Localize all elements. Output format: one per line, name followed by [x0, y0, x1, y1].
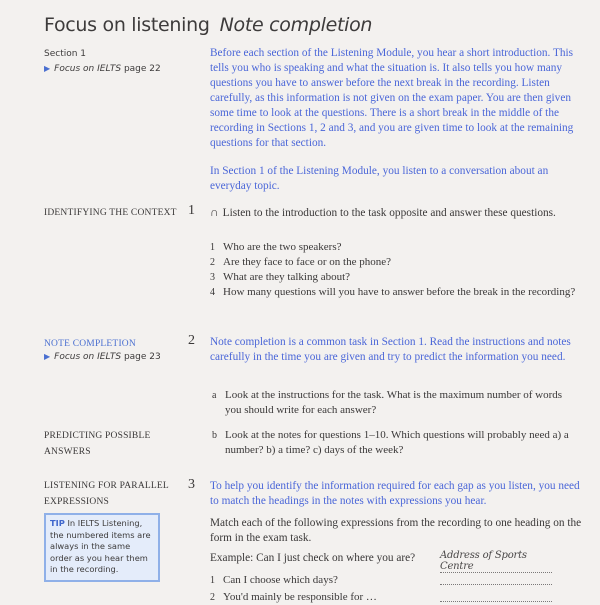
triangle-arrow-icon: ▶: [44, 352, 51, 361]
list-item: 4 How many questions will you have to answer before the break in the recording?: [210, 286, 576, 298]
example-answer: Address of Sports Centre: [440, 550, 552, 573]
intro-paragraph-1: Before each section of the Listening Module, you hear a short introduction. This tells you who is speaking and what the situation is. It also tells you how many questions you have to answer before the next break in the recording. Listen carefully, as this information is not given on the exam paper. You are then given some time to look at the questions. There is a short break in the middle of the recording in Sections 1, 2 and 3, and you are given time to look at the remaining questions for that section.: [210, 47, 574, 149]
task-number-2: 2: [188, 333, 195, 348]
label-identifying-context: IDENTIFYING THE CONTEXT: [44, 208, 177, 218]
focus-link-23[interactable]: ▶ Focus on IELTS page 23: [44, 352, 161, 362]
triangle-arrow-icon: ▶: [44, 64, 51, 73]
list-item: 1 Can I choose which days?: [210, 574, 338, 586]
title-subtitle: Note completion: [219, 14, 373, 36]
answer-blank-1[interactable]: [440, 574, 552, 585]
task1-questions: [210, 240, 580, 300]
section-label: Section 1: [44, 49, 87, 59]
list-item: 3 What are they talking about?: [210, 271, 351, 283]
task-number-1: 1: [188, 203, 195, 218]
tip-box: [44, 513, 160, 582]
task1-instruction: ∩ Listen to the introduction to the task opposite and answer these questions.: [210, 205, 556, 219]
title-main: Focus on listening: [44, 14, 210, 36]
list-item: b Look at the notes for questions 1–10. Which questions will probably need a) a number? b) a time? c) days of the week?: [212, 429, 569, 456]
headphones-icon: ∩: [210, 205, 219, 219]
list-item: 1 Who are the two speakers?: [210, 241, 342, 253]
task2-item-a: [212, 388, 572, 418]
label-note-completion: NOTE COMPLETION: [44, 339, 136, 349]
tip-label: TIP: [50, 518, 65, 528]
task3-instruction: To help you identify the information required for each gap as you listen, you need to match the headings in the notes with expressions you hear.: [210, 480, 580, 507]
page-title: [44, 14, 372, 36]
answer-blank-2[interactable]: [440, 591, 552, 602]
task3-match-text: Match each of the following expressions from the recording to one heading on the form in the exam task.: [210, 517, 582, 544]
task2-item-b: [212, 428, 572, 458]
label-parallel-expressions: LISTENING FOR PARALLEL EXPRESSIONS: [44, 481, 169, 507]
intro-paragraph-2: In Section 1 of the Listening Module, you listen to a conversation about an everyday topic.: [210, 165, 549, 192]
focus-link-22[interactable]: ▶ Focus on IELTS page 22: [44, 64, 161, 74]
task2-instruction: Note completion is a common task in Section 1. Read the instructions and notes carefully in the time you are given and try to predict the information you need.: [210, 336, 571, 363]
label-predicting-answers: PREDICTING POSSIBLE ANSWERS: [44, 431, 151, 457]
task3-items: [210, 573, 430, 605]
list-item: 2 Are they face to face or on the phone?: [210, 256, 391, 268]
list-item: a Look at the instructions for the task. What is the maximum number of words you should write for each answer?: [212, 389, 563, 416]
task-number-3: 3: [188, 477, 195, 492]
tip-text: In IELTS Listening, the numbered items are always in the same order as you hear them in the recording.: [50, 518, 151, 575]
list-item: 2 You'd mainly be responsible for …: [210, 591, 377, 603]
example-prompt: Example: Can I just check on where you are?: [210, 552, 416, 564]
